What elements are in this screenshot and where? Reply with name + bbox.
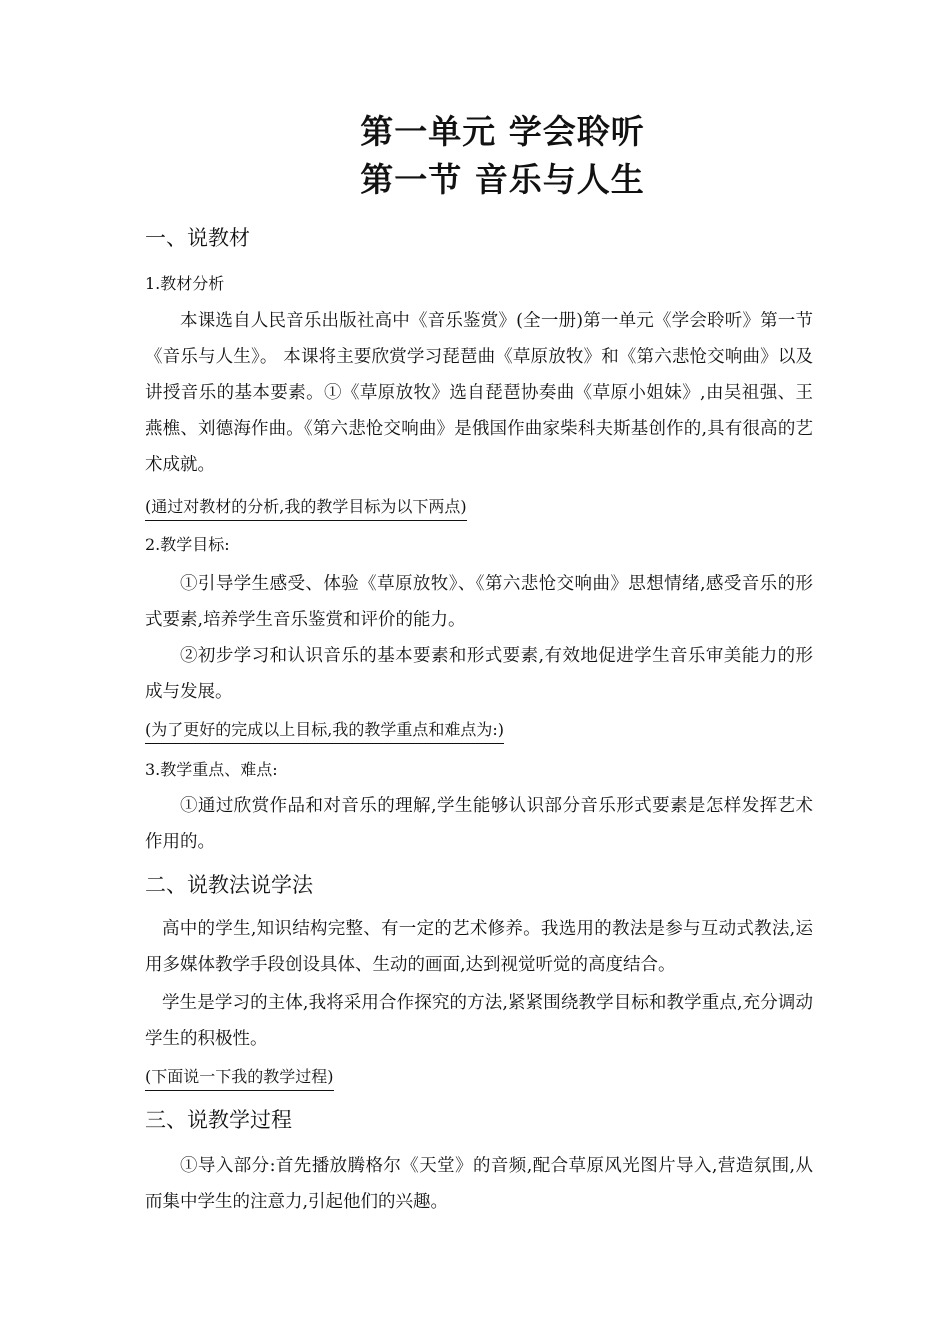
paragraph-goal-2: ②初步学习和认识音乐的基本要素和形式要素,有效地促进学生音乐审美能力的形成与发展。 bbox=[145, 646, 813, 702]
paragraph-material-analysis: 本课选自人民音乐出版社高中《音乐鉴赏》(全一册)第一单元《学会聆听》第一节《音乐与人生》。 本课将主要欣赏学习琵琶曲《草原放牧》和《第六悲怆交响曲》以及讲授音乐的基本要素。①《草原放牧》选自琵琶协奏曲《草原小姐妹》,由吴祖强、王燕樵、刘德海作曲。《第六悲怆交响曲》是俄国作曲家柴科夫斯基创作的,具有很高的艺术成就。 bbox=[145, 311, 813, 475]
note-transition-process: (下面说一下我的教学过程) bbox=[145, 1066, 334, 1091]
section-heading-2: 二、说教法说学法 bbox=[145, 873, 313, 897]
document-subtitle: 第一节 音乐与人生 bbox=[360, 160, 645, 199]
paragraph-intro-step: ①导入部分:首先播放腾格尔《天堂》的音频,配合草原风光图片导入,营造氛围,从而集中学生的注意力,引起他们的兴趣。 bbox=[145, 1156, 813, 1212]
paragraph-key-point-1: ①通过欣赏作品和对音乐的理解,学生能够认识部分音乐形式要素是怎样发挥艺术作用的。 bbox=[145, 796, 813, 852]
document-title: 第一单元 学会聆听 bbox=[360, 112, 645, 151]
subheading-teaching-goals: 2.教学目标: bbox=[145, 535, 230, 554]
paragraph-teaching-method: 高中的学生,知识结构完整、有一定的艺术修养。我选用的教法是参与互动式教法,运用多媒体教学手段创设具体、生动的画面,达到视觉听觉的高度结合。 bbox=[145, 919, 813, 975]
note-transition-goals: (通过对教材的分析,我的教学目标为以下两点) bbox=[145, 496, 467, 521]
paragraph-goal-1: ①引导学生感受、体验《草原放牧》、《第六悲怆交响曲》思想情绪,感受音乐的形式要素,培养学生音乐鉴赏和评价的能力。 bbox=[145, 574, 813, 630]
paragraph-learning-method: 学生是学习的主体,我将采用合作探究的方法,紧紧围绕教学目标和教学重点,充分调动学生的积极性。 bbox=[145, 993, 813, 1049]
note-transition-keypoints: (为了更好的完成以上目标,我的教学重点和难点为:) bbox=[145, 719, 504, 744]
subheading-key-points: 3.教学重点、难点: bbox=[145, 760, 278, 779]
section-heading-1: 一、说教材 bbox=[145, 226, 250, 250]
section-heading-3: 三、说教学过程 bbox=[145, 1108, 292, 1132]
subheading-material-analysis: 1.教材分析 bbox=[145, 274, 225, 293]
